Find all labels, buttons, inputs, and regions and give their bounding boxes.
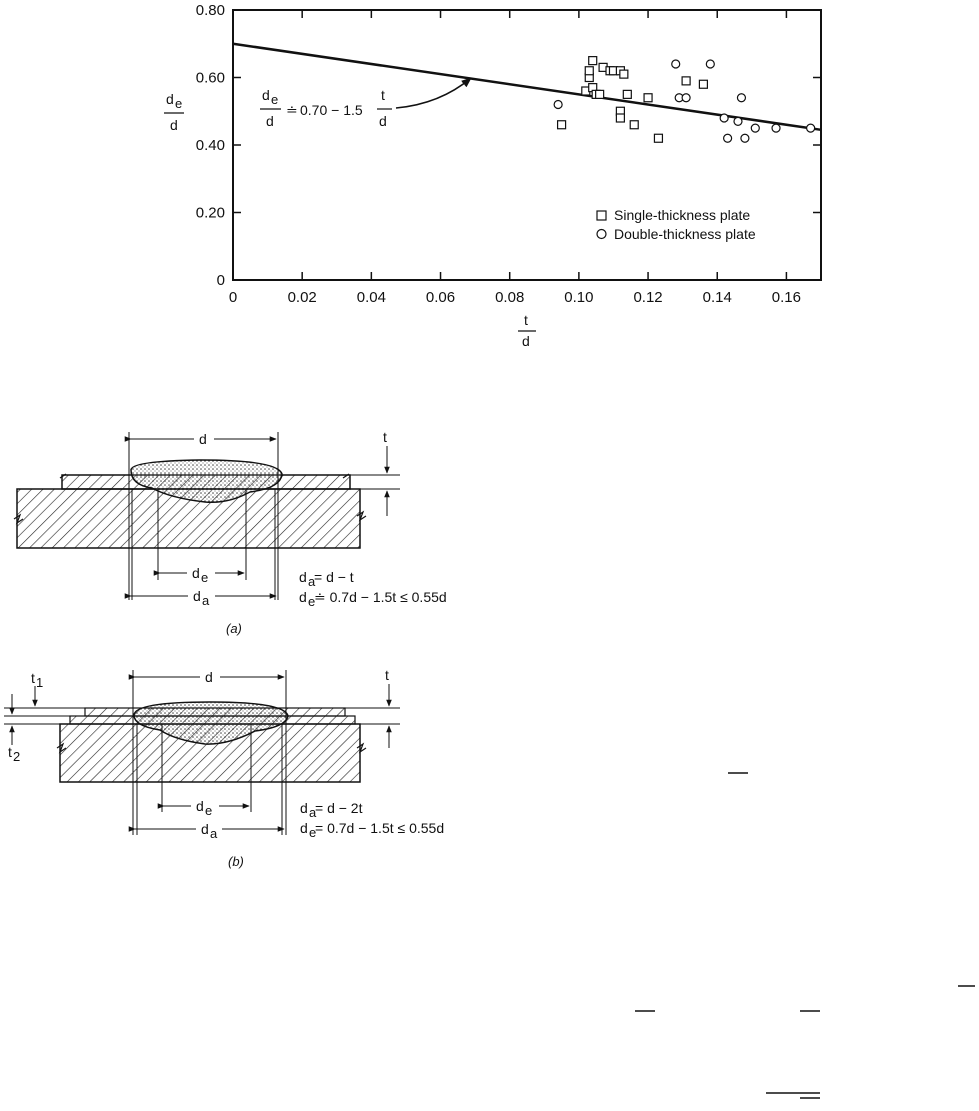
legend-single: Single-thickness plate [614, 207, 751, 223]
fit-lhs-num: d [262, 87, 270, 103]
legend-double: Double-thickness plate [614, 226, 756, 242]
x-tick-label: 0.04 [356, 289, 386, 306]
y-tick-labels [196, 2, 225, 289]
formula-b2-sub: e [309, 825, 317, 840]
formula-a2-sub: e [308, 594, 316, 609]
formula-a2-rest: ≐ 0.7d − 1.5t ≤ 0.55d [314, 589, 447, 605]
y-axis-label [164, 91, 184, 133]
dim-de-sub: e [201, 570, 209, 585]
circle-point [724, 134, 732, 142]
x-tick-labels [229, 289, 801, 306]
circle-point [807, 124, 815, 132]
weld-diagram-b [4, 667, 444, 869]
circle-point [672, 60, 680, 68]
caption-a: (a) [226, 621, 242, 636]
y-label-num: d [166, 91, 174, 107]
square-point [699, 80, 707, 88]
formula-b2-d: d [300, 820, 308, 836]
fit-lhs-sub: e [271, 92, 279, 107]
circle-point [554, 101, 562, 109]
circle-point [751, 124, 759, 132]
x-tick-label: 0.08 [495, 289, 525, 306]
formula-b1-rest: = d − 2t [315, 800, 363, 816]
fit-rhs-den: d [379, 113, 387, 129]
formula-a1-rest: = d − t [314, 569, 354, 585]
square-point [630, 121, 638, 129]
dim-t1-sub: 1 [36, 675, 44, 690]
circle-point [682, 94, 690, 102]
data-markers [554, 57, 814, 143]
dim-de-label: d [196, 798, 204, 814]
dim-da-label: d [201, 821, 209, 837]
fit-lhs-den: d [266, 113, 274, 129]
dim-da-sub: a [210, 826, 218, 841]
square-point [623, 90, 631, 98]
dim-t-label: t [385, 667, 389, 683]
fit-rhs-prefix: 0.70 − 1.5 [300, 102, 363, 118]
square-point [620, 70, 628, 78]
legend-circle-marker [597, 230, 606, 239]
x-tick-label: 0.16 [771, 289, 802, 306]
y-label-den: d [170, 117, 178, 133]
weld-diagram-a [14, 429, 447, 636]
y-label-num-sub: e [175, 96, 183, 111]
y-tick-label: 0 [216, 272, 225, 289]
square-point [596, 90, 604, 98]
formula-a1-d: d [299, 569, 307, 585]
x-tick-label: 0.10 [564, 289, 594, 306]
y-tick-label: 0.40 [195, 137, 225, 154]
x-tick-label: 0 [228, 289, 238, 306]
formula-b1-sub: a [309, 805, 317, 820]
y-tick-label: 0.80 [195, 2, 225, 19]
scatter-chart [164, 2, 821, 349]
x-label-num: t [524, 312, 528, 328]
dim-da-label: d [193, 588, 201, 604]
dim-t1-label: t [31, 670, 35, 686]
square-point [589, 57, 597, 65]
annotation-arrow [396, 78, 471, 108]
formula-a1-sub: a [308, 574, 316, 589]
square-point [682, 77, 690, 85]
dim-d-label: d [199, 431, 207, 447]
fit-op: ≐ [286, 102, 298, 118]
square-point [616, 114, 624, 122]
circle-point [737, 94, 745, 102]
dim-t-label: t [383, 429, 387, 445]
fit-rhs-num: t [381, 87, 385, 103]
formula-b2-rest: = 0.7d − 1.5t ≤ 0.55d [315, 820, 445, 836]
x-tick-label: 0.12 [633, 289, 663, 306]
fit-annotation [260, 78, 471, 129]
square-point [558, 121, 566, 129]
caption-b: (b) [228, 854, 244, 869]
stray-rule-marks [635, 773, 975, 1098]
x-tick-label: 0.02 [287, 289, 317, 306]
legend [597, 207, 756, 242]
formula-a2-d: d [299, 589, 307, 605]
y-tick-label: 0.60 [195, 69, 225, 87]
dim-de-sub: e [205, 803, 213, 818]
x-tick-label: 0.14 [702, 289, 732, 306]
square-point [644, 94, 652, 102]
square-point [654, 134, 662, 142]
legend-square-marker [597, 211, 606, 220]
circle-point [720, 114, 728, 122]
dim-t2-label: t [8, 744, 12, 760]
dim-da-sub: a [202, 593, 210, 608]
dim-d-label: d [205, 669, 213, 685]
formula-b1-d: d [300, 800, 308, 816]
y-tick-label: 0.20 [195, 204, 225, 222]
x-tick-label: 0.06 [425, 289, 456, 306]
x-axis-label [518, 312, 536, 349]
circle-point [734, 117, 742, 125]
circle-point [706, 60, 714, 68]
dim-de-label: d [192, 565, 200, 581]
x-label-den: d [522, 333, 530, 349]
square-point [585, 67, 593, 75]
circle-point [772, 124, 780, 132]
dim-t2-sub: 2 [13, 749, 21, 764]
circle-point [741, 134, 749, 142]
